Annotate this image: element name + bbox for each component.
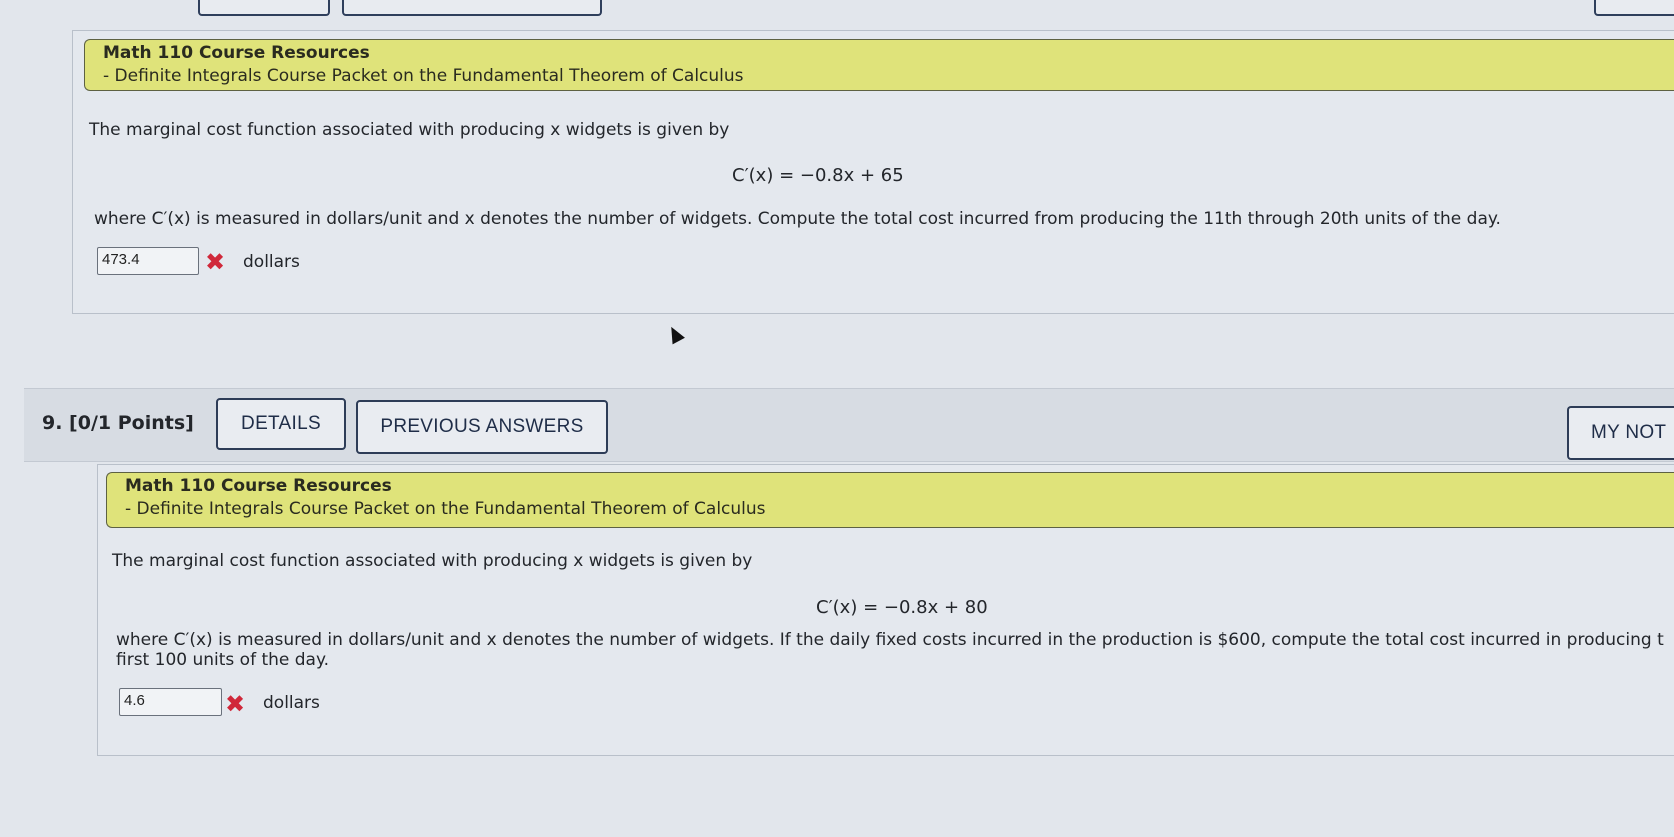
mouse-cursor-icon <box>665 324 685 345</box>
problem-question-q9-line1: where C′(x) is measured in dollars/unit and x denotes the number of widgets. If the daily fixed costs incurred in the production is $600, compute the total cost incurred in producing t <box>116 630 1664 650</box>
unit-label: dollars <box>243 252 300 272</box>
problem-intro-q9: The marginal cost function associated with producing x widgets is given by <box>112 551 753 571</box>
answer-input-q9[interactable]: 4.6 <box>119 688 222 716</box>
answer-input[interactable]: 473.4 <box>97 247 199 275</box>
problem-question: where C′(x) is measured in dollars/unit and x denotes the number of widgets. Compute the total cost incurred from producing the 11th through 20th units of the day. <box>94 209 1501 229</box>
resources-title: Math 110 Course Resources <box>103 43 370 63</box>
previous-button-partial[interactable] <box>198 0 330 16</box>
problem-intro: The marginal cost function associated with producing x widgets is given by <box>89 120 730 140</box>
resources-link-q9[interactable]: - Definite Integrals Course Packet on the Fundamental Theorem of Calculus <box>125 499 766 519</box>
incorrect-icon: ✖ <box>205 248 226 276</box>
resources-link[interactable]: - Definite Integrals Course Packet on the Fundamental Theorem of Calculus <box>103 66 744 86</box>
previous-answers-button[interactable]: PREVIOUS ANSWERS <box>356 400 608 454</box>
problem-question-q9-line2: first 100 units of the day. <box>116 650 330 670</box>
unit-label-q9: dollars <box>263 693 320 713</box>
details-button[interactable]: DETAILS <box>216 398 346 450</box>
question-number-points: 9. [0/1 Points] <box>42 412 194 434</box>
my-notes-button[interactable]: MY NOT <box>1567 406 1674 460</box>
course-resources-box-q9 <box>106 472 1674 528</box>
resources-title-q9: Math 110 Course Resources <box>125 476 392 496</box>
incorrect-icon-q9: ✖ <box>225 690 246 718</box>
marginal-cost-equation: C′(x) = −0.8x + 65 <box>732 165 904 186</box>
previous-button-partial-2[interactable] <box>342 0 602 16</box>
course-resources-box <box>84 39 1674 91</box>
previous-button-partial-3[interactable] <box>1594 0 1674 16</box>
marginal-cost-equation-q9: C′(x) = −0.8x + 80 <box>816 597 988 618</box>
